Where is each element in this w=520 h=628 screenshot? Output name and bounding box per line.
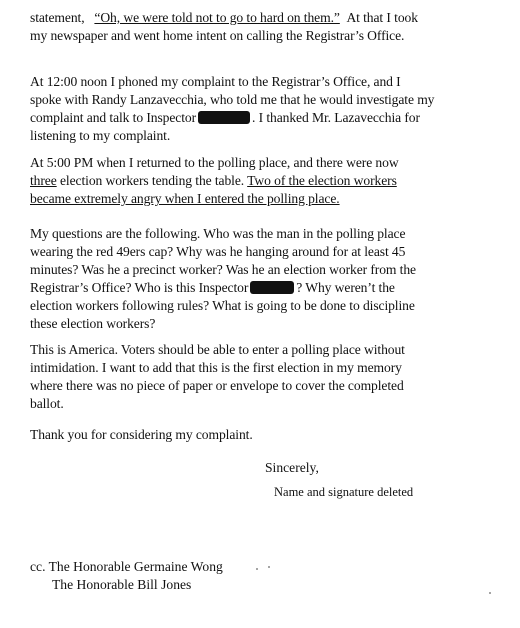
paragraph-line: Thank you for considering my complaint. bbox=[30, 427, 253, 442]
paragraph-line bbox=[30, 172, 508, 190]
paragraph-statement bbox=[30, 9, 508, 45]
cc-line: cc. The Honorable Germaine Wong bbox=[30, 559, 223, 574]
paragraph-phone-call bbox=[30, 73, 508, 145]
paragraph-line: wearing the red 49ers cap? Why was he hanging around for at least 45 bbox=[30, 244, 406, 259]
signature-note: Name and signature deleted bbox=[274, 485, 414, 499]
underlined-text: three bbox=[30, 173, 57, 188]
paragraph-line: My questions are the following. Who was the man in the polling place bbox=[30, 226, 406, 241]
text-segment: . I thanked Mr. Lazavecchia for bbox=[252, 110, 420, 125]
paragraph-return bbox=[30, 154, 508, 208]
cc-line: The Honorable Bill Jones bbox=[52, 577, 192, 592]
text-segment: election workers tending the table. bbox=[59, 173, 245, 188]
redaction-mark bbox=[198, 111, 250, 124]
paragraph-questions bbox=[30, 225, 508, 333]
paragraph-line: where there was no piece of paper or envelope to cover the completed bbox=[30, 378, 404, 393]
paragraph-line bbox=[30, 109, 508, 127]
paragraph-thanks bbox=[30, 426, 508, 444]
paragraph-line: At 12:00 noon I phoned my complaint to the Registrar’s Office, and I bbox=[30, 74, 401, 89]
paragraph-line bbox=[30, 279, 508, 297]
paragraph-line: these election workers? bbox=[30, 316, 156, 331]
redaction-mark bbox=[250, 281, 294, 294]
text-segment: ? Why weren’t the bbox=[296, 280, 395, 295]
paragraph-line: spoke with Randy Lanzavecchia, who told me that he would investigate my bbox=[30, 92, 435, 107]
paragraph-line: This is America. Voters should be able to enter a polling place without bbox=[30, 342, 405, 357]
scan-speck bbox=[256, 568, 258, 570]
text-segment: statement, bbox=[30, 10, 85, 25]
scan-speck bbox=[489, 592, 491, 594]
scan-speck bbox=[268, 566, 270, 568]
underlined-quote: “Oh, we were told not to go to hard on them.” bbox=[94, 10, 340, 25]
text-segment: At that I took bbox=[346, 10, 418, 25]
cc-list bbox=[30, 558, 223, 594]
paragraph-line: intimidation. I want to add that this is the first election in my memory bbox=[30, 360, 402, 375]
underlined-line: became extremely angry when I entered the polling place. bbox=[30, 191, 340, 206]
paragraph-line: ballot. bbox=[30, 396, 64, 411]
underlined-text: Two of the election workers bbox=[247, 173, 397, 188]
paragraph-line: At 5:00 PM when I returned to the polling place, and there were now bbox=[30, 155, 399, 170]
paragraph-line: minutes? Was he a precinct worker? Was he an election worker from the bbox=[30, 262, 416, 277]
paragraph-line bbox=[30, 9, 508, 27]
paragraph-line: listening to my complaint. bbox=[30, 128, 171, 143]
text-segment: complaint and talk to Inspector bbox=[30, 110, 197, 125]
closing-salutation: Sincerely, bbox=[265, 460, 319, 475]
paragraph-line: my newspaper and went home intent on calling the Registrar’s Office. bbox=[30, 28, 405, 43]
paragraph-line: election workers following rules? What is going to be done to discipline bbox=[30, 298, 415, 313]
text-segment: Registrar’s Office? Who is this Inspector bbox=[30, 280, 249, 295]
paragraph-america bbox=[30, 341, 508, 413]
